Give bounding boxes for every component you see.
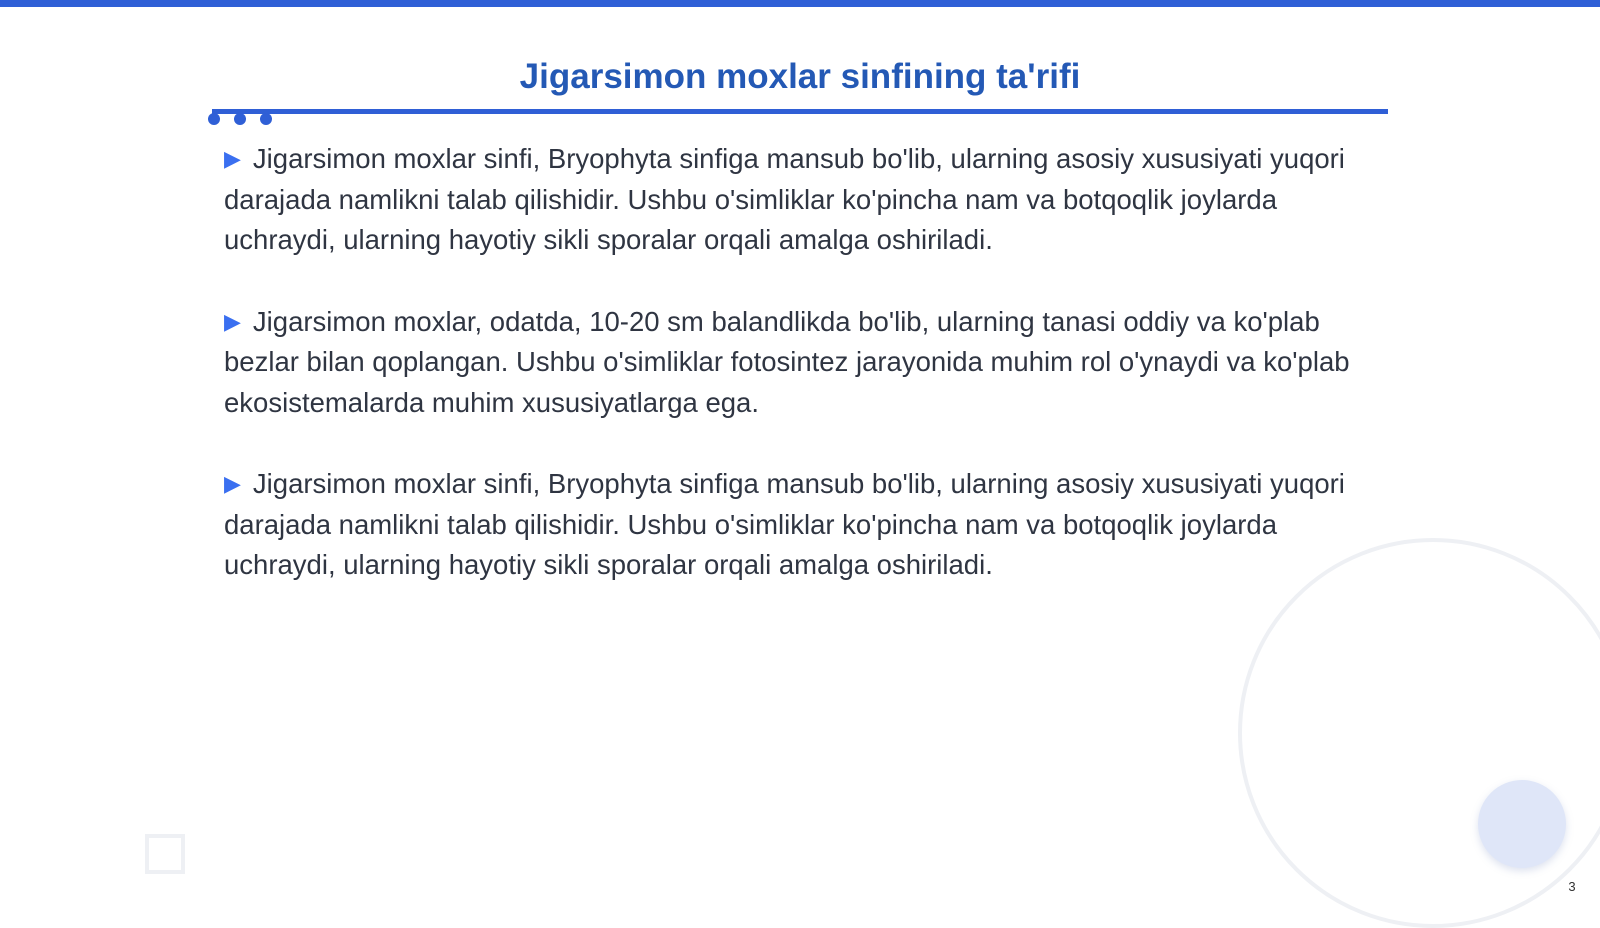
bullet-paragraph <box>224 464 1384 586</box>
title-underline-dot <box>260 113 272 125</box>
triangle-bullet-icon: ▶ <box>224 146 241 171</box>
bullet-paragraph-text: Jigarsimon moxlar, odatda, 10-20 sm balandlikda bo'lib, ularning tanasi oddiy va ko'plab bezlar bilan qoplangan. Ushbu o'simliklar fotosintez jarayonida muhim rol o'ynaydi va ko'plab ekosistemalarda muhim xususiyatlarga ega. <box>224 305 1350 418</box>
top-accent-bar <box>0 0 1600 7</box>
bullet-paragraph <box>224 302 1384 424</box>
decorative-circle-filled <box>1478 780 1566 868</box>
triangle-bullet-icon: ▶ <box>224 308 241 334</box>
bullet-paragraph <box>224 139 1384 261</box>
title-underline-dot <box>234 113 246 125</box>
triangle-bullet-icon: ▶ <box>224 471 241 496</box>
title-underline <box>212 109 1388 114</box>
title-underline-dot <box>208 113 220 125</box>
bullet-paragraph-text: Jigarsimon moxlar sinfi, Bryophyta sinfiga mansub bo'lib, ularning asosiy xususiyati yuqori darajada namlikni talab qilishidir. Ushbu o'simliklar ko'pincha nam va botqoqlik joylarda uchraydi, ularning hayotiy sikli sporalar orqali amalga oshiriladi. <box>224 468 1345 580</box>
slide-title: Jigarsimon moxlar sinfining ta'rifi <box>519 57 1081 96</box>
page-number: 3 <box>1568 879 1576 894</box>
bullet-paragraph-text: Jigarsimon moxlar sinfi, Bryophyta sinfiga mansub bo'lib, ularning asosiy xususiyati yuqori darajada namlikni talab qilishidir. Ushbu o'simliklar ko'pincha nam va botqoqlik joylarda uchraydi, ularning hayotiy sikli sporalar orqali amalga oshiriladi. <box>224 143 1345 255</box>
slide-body <box>224 139 1384 627</box>
decorative-square-outline <box>145 834 185 874</box>
